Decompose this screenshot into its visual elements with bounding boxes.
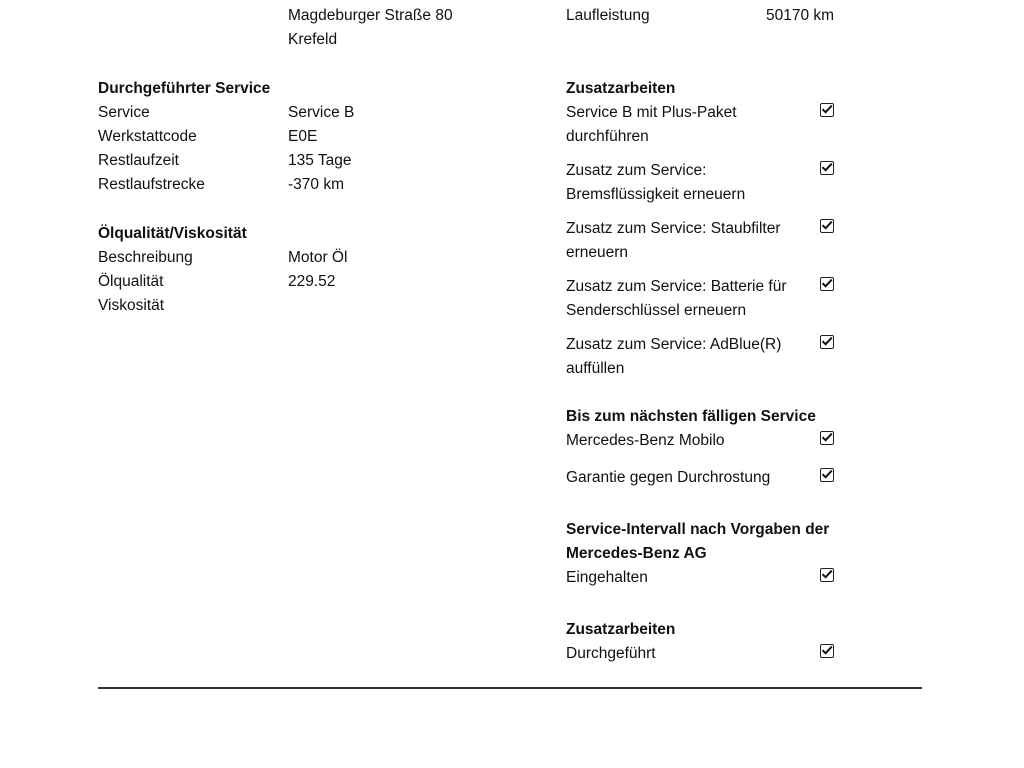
check-item-label: Mercedes-Benz Mobilo [566, 432, 725, 449]
row-value: 229.52 [288, 273, 336, 290]
checkmark-icon [820, 160, 834, 174]
service-interval-section [566, 518, 866, 590]
mileage-label: Laufleistung [566, 7, 650, 24]
check-item-label: Service B mit Plus-Paket durchführen [566, 104, 737, 145]
checkbox-checked[interactable] [820, 277, 834, 291]
until-next-service-heading: Bis zum nächsten fälligen Service [566, 408, 816, 425]
row-label: Viskosität [98, 297, 165, 314]
address-street: Magdeburger Straße 80 [288, 7, 453, 24]
row-value: 135 Tage [288, 152, 352, 169]
extra-work-section [566, 77, 866, 381]
check-item-dust-filter [566, 217, 866, 275]
check-item-label: Zusatz zum Service: Staubfilter erneuern [566, 220, 781, 261]
bottom-divider [98, 687, 922, 689]
extra-work-2-section [566, 618, 866, 666]
checkmark-icon [820, 102, 834, 116]
checkbox-checked[interactable] [820, 644, 834, 658]
row-label: Werkstattcode [98, 128, 197, 145]
address-city: Krefeld [288, 31, 338, 48]
oil-description-row [98, 246, 538, 270]
checkmark-icon [820, 334, 834, 348]
row-label: Ölqualität [98, 273, 164, 290]
row-label: Beschreibung [98, 249, 193, 266]
checkbox-checked[interactable] [820, 103, 834, 117]
checkbox-checked[interactable] [820, 568, 834, 582]
checkmark-icon [820, 276, 834, 290]
check-item-key-battery [566, 275, 866, 333]
checkmark-icon [820, 467, 834, 481]
check-item-brake-fluid [566, 159, 866, 217]
extra-work-2-heading: Zusatzarbeiten [566, 621, 676, 638]
workshop-code-row [98, 125, 538, 149]
service-row [98, 101, 538, 125]
viscosity-row [98, 294, 538, 318]
row-value: E0E [288, 128, 318, 145]
check-item-label: Garantie gegen Durchrostung [566, 469, 771, 486]
row-label: Restlaufstrecke [98, 176, 205, 193]
check-item-label: Zusatz zum Service: Bremsflüssigkeit erneuern [566, 162, 746, 203]
check-item-label: Durchgeführt [566, 645, 656, 662]
row-label: Service [98, 104, 150, 121]
performed-service-heading: Durchgeführter Service [98, 80, 271, 97]
oil-heading: Ölqualität/Viskosität [98, 225, 247, 242]
checkbox-checked[interactable] [820, 335, 834, 349]
row-value: -370 km [288, 176, 344, 193]
remaining-time-row [98, 149, 538, 173]
checkbox-checked[interactable] [820, 161, 834, 175]
row-value [288, 294, 538, 318]
check-item-plus-package [566, 101, 866, 159]
until-next-service-section [566, 405, 866, 490]
mileage-value: 50170 km [766, 7, 835, 24]
oil-section [98, 222, 538, 318]
service-interval-heading: Service-Intervall nach Vorgaben der Mercedes-Benz AG [566, 521, 830, 562]
check-item-mobilo [566, 429, 866, 466]
oil-quality-row [98, 270, 538, 294]
mileage-row [566, 4, 866, 28]
row-label: Restlaufzeit [98, 152, 179, 169]
row-value: Motor Öl [288, 249, 348, 266]
checkbox-checked[interactable] [820, 219, 834, 233]
checkmark-icon [820, 218, 834, 232]
extra-work-heading: Zusatzarbeiten [566, 80, 676, 97]
checkmark-icon [820, 430, 834, 444]
check-item-adblue [566, 333, 866, 381]
checkmark-icon [820, 567, 834, 581]
performed-service-section [98, 77, 538, 197]
row-value: Service B [288, 104, 355, 121]
checkbox-checked[interactable] [820, 468, 834, 482]
check-item-label: Zusatz zum Service: Batterie für Senderschlüssel erneuern [566, 278, 787, 319]
remaining-distance-row [98, 173, 538, 197]
check-item-label: Zusatz zum Service: AdBlue(R) auffüllen [566, 336, 782, 377]
check-item-label: Eingehalten [566, 569, 648, 586]
check-item-rust-warranty [566, 466, 866, 490]
check-item-compliant [566, 566, 866, 590]
checkmark-icon [820, 643, 834, 657]
check-item-performed [566, 642, 866, 666]
checkbox-checked[interactable] [820, 431, 834, 445]
